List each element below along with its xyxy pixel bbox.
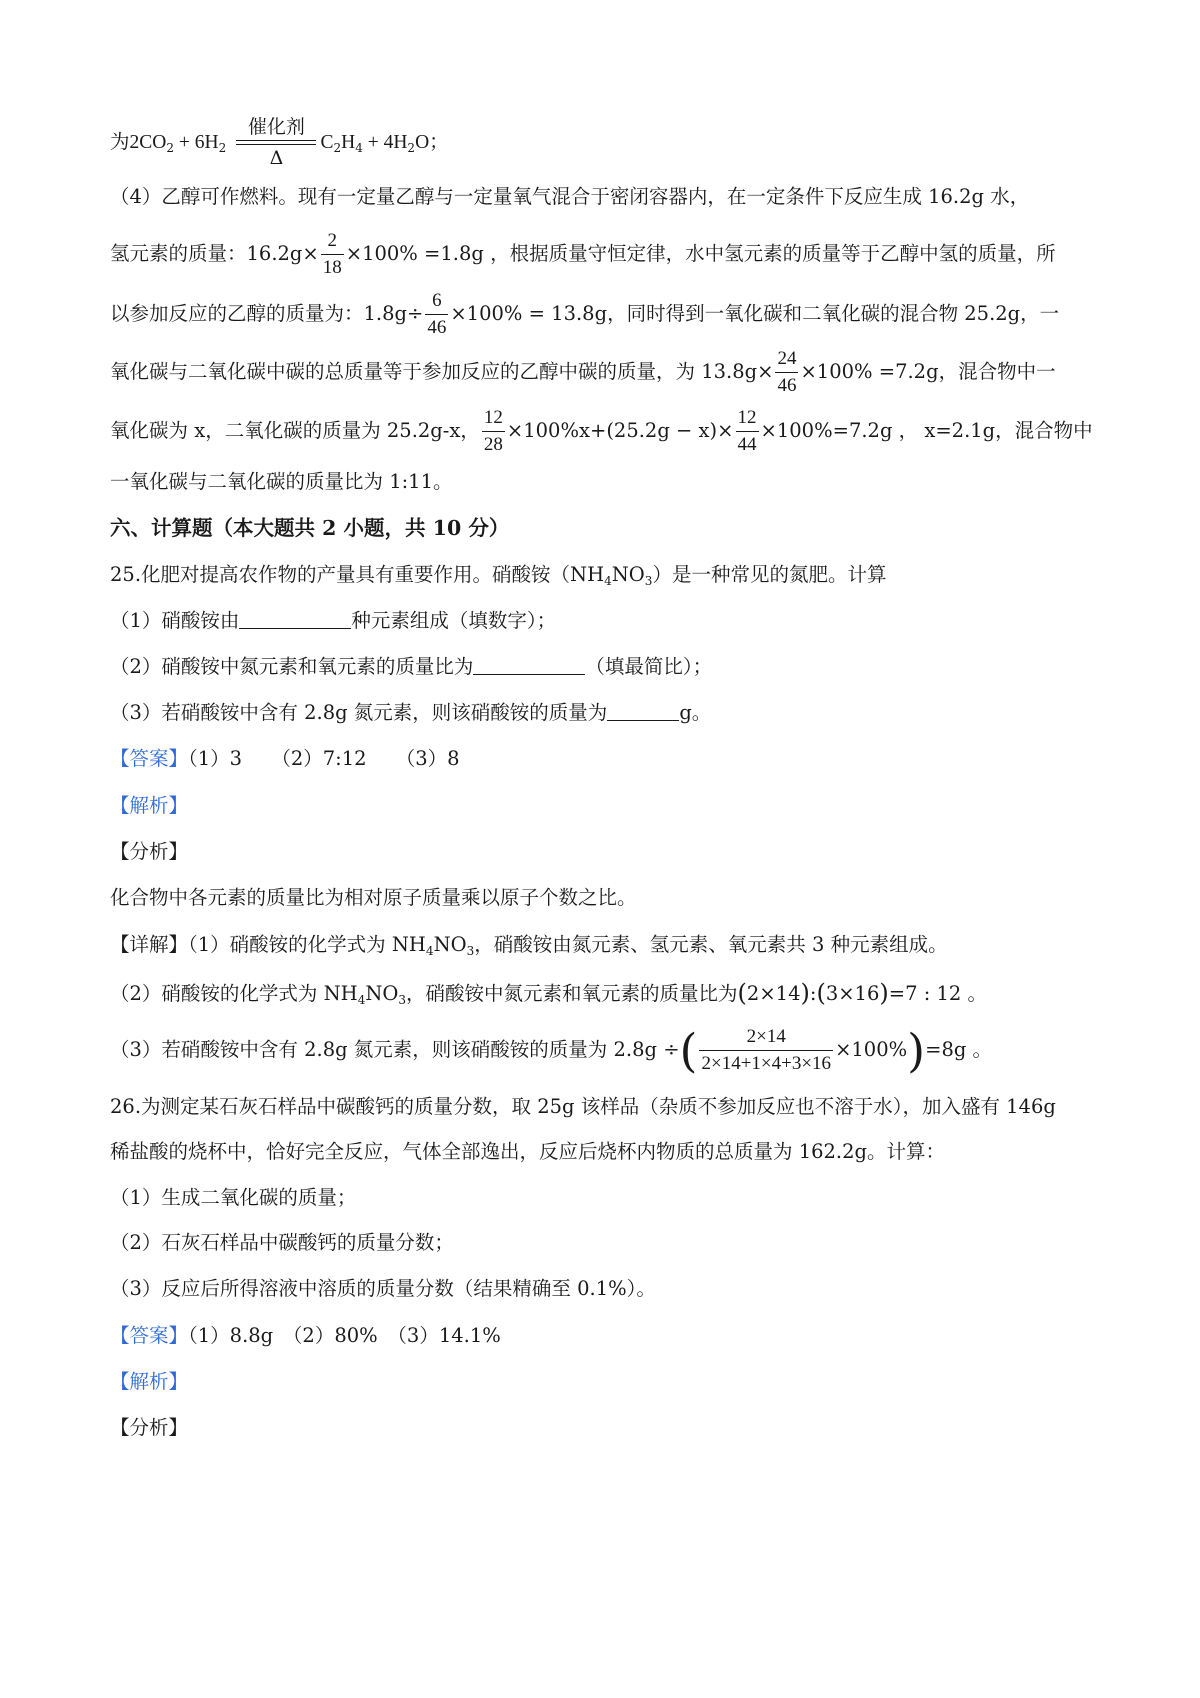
text: ×100% xyxy=(835,1038,908,1061)
q26-sub-2: （2）石灰石样品中碳酸钙的质量分数； xyxy=(110,1231,454,1254)
q26-stem-2: 稀盐酸的烧杯中，恰好完全反应，气体全部逸出，反应后烧杯内物质的总质量为 162.2g。计算： xyxy=(110,1140,946,1163)
left-big-paren: ( xyxy=(679,1023,698,1078)
p4-line-1: （4）乙醇可作燃料。现有一定量乙醇与一定量氧气混合于密闭容器内，在一定条件下反应生成 16.2g 水， xyxy=(110,185,1030,208)
denominator: 18 xyxy=(322,257,342,278)
subscript: 4 xyxy=(425,944,434,958)
text: =7 : 12 。 xyxy=(888,982,987,1005)
fraction xyxy=(482,405,505,458)
text: NO xyxy=(433,933,467,956)
text: : xyxy=(809,982,817,1005)
text: ，硝酸铵中氮元素和氧元素的质量比为 xyxy=(406,982,738,1005)
fraction xyxy=(699,1024,833,1077)
q25-sub-2 xyxy=(110,653,712,681)
answer-label: 【答案】 xyxy=(110,747,189,770)
text: ）是一种常见的氮肥。计算 xyxy=(652,563,887,586)
numerator: 12 xyxy=(736,405,759,432)
text: 25.化肥对提高农作物的产量具有重要作用。硝酸铵（NH xyxy=(110,563,605,586)
text: ×100%=7.2g ， x=2.1g，混合物中 xyxy=(760,419,1093,442)
equation-water-h: + 4H xyxy=(362,132,408,153)
q25-detail-1 xyxy=(110,931,948,959)
numerator: 2 xyxy=(321,228,344,255)
reaction-equation xyxy=(110,114,449,171)
equation-sub: 2 xyxy=(333,141,342,155)
q26-jiexi-label: 【解析】 xyxy=(110,1370,189,1393)
equation-o: O xyxy=(415,132,430,153)
answer-blank[interactable] xyxy=(607,700,679,721)
equation-tail: ； xyxy=(429,130,449,153)
text: ×100% =1.8g ，根据质量守恒定律，水中氢元素的质量等于乙醇中氢的质量，所 xyxy=(345,242,1056,265)
text: （2）硝酸铵的化学式为 NH xyxy=(110,982,358,1005)
text: =8g 。 xyxy=(925,1038,993,1061)
fraction xyxy=(425,288,448,341)
p4-line-5 xyxy=(110,405,1093,458)
text: 2×14 xyxy=(746,982,801,1005)
detail-label: 【详解】 xyxy=(110,933,189,956)
subscript: 3 xyxy=(644,574,653,588)
text: g。 xyxy=(679,701,712,724)
text: 以参加反应的乙醇的质量为：1.8g÷ xyxy=(110,302,424,325)
text: ×100%x+(25.2g − x)× xyxy=(506,419,734,442)
equation-c: C xyxy=(320,132,334,153)
equation-sub: 4 xyxy=(355,141,363,155)
denominator: 46 xyxy=(427,317,447,338)
answer-blank[interactable] xyxy=(239,608,351,629)
q25-fenxi-label: 【分析】 xyxy=(110,840,189,863)
denominator: 44 xyxy=(737,434,757,455)
heat-label: Δ xyxy=(269,147,284,169)
denominator: 28 xyxy=(483,434,503,455)
numerator: 2×14 xyxy=(699,1024,833,1051)
text: 3×16 xyxy=(825,982,880,1005)
q25-detail-3 xyxy=(110,1024,992,1077)
text: （填最简比）； xyxy=(585,655,713,678)
left-paren: ( xyxy=(737,979,747,1007)
left-paren: ( xyxy=(816,979,826,1007)
right-big-paren: ) xyxy=(907,1023,926,1078)
q25-jiexi-label: 【解析】 xyxy=(110,794,189,817)
text: NO xyxy=(365,982,399,1005)
equation-h2: + 6H xyxy=(174,132,219,153)
q25-stem xyxy=(110,561,886,589)
fraction xyxy=(321,228,344,281)
reaction-arrow xyxy=(236,114,316,171)
q25-analysis: 化合物中各元素的质量比为相对原子质量乘以原子个数之比。 xyxy=(110,886,637,909)
text: （2）硝酸铵中氮元素和氧元素的质量比为 xyxy=(110,655,474,678)
q25-detail-2 xyxy=(110,979,987,1008)
fraction xyxy=(775,346,798,399)
equation-sub: 2 xyxy=(166,141,174,155)
right-paren: ) xyxy=(879,979,889,1007)
text: 种元素组成（填数字）； xyxy=(351,609,557,632)
text: NO xyxy=(611,563,645,586)
q26-sub-1: （1）生成二氧化碳的质量； xyxy=(110,1186,357,1209)
p4-line-3 xyxy=(110,288,1059,341)
denominator: 46 xyxy=(777,375,797,396)
text: 氧化碳为 x，二氧化碳的质量为 25.2g-x， xyxy=(110,419,480,442)
subscript: 3 xyxy=(466,944,475,958)
text: ×100% = 13.8g，同时得到一氧化碳和二氧化碳的混合物 25.2g，一 xyxy=(450,302,1060,325)
q25-sub-1 xyxy=(110,607,556,635)
text: （1）硝酸铵的化学式为 NH xyxy=(188,933,426,956)
catalyst-label: 催化剂 xyxy=(247,116,305,138)
subscript: 3 xyxy=(398,993,407,1007)
text: （3）若硝酸铵中含有 2.8g 氮元素，则该硝酸铵的质量为 2.8g ÷ xyxy=(110,1038,680,1061)
q26-stem-1: 26.为测定某石灰石样品中碳酸钙的质量分数，取 25g 该样品（杂质不参加反应也不溶于水），加入盛有 146g xyxy=(110,1095,1056,1118)
text: ×100% =7.2g，混合物中一 xyxy=(800,360,1056,383)
answer-text: （1）8.8g （2）80% （3）14.1% xyxy=(188,1324,501,1347)
fraction xyxy=(736,405,759,458)
p4-line-2 xyxy=(110,228,1056,281)
numerator: 24 xyxy=(775,346,798,373)
equation-h: H xyxy=(341,132,356,153)
q26-sub-3: （3）反应后所得溶液中溶质的质量分数（结果精确至 0.1%）。 xyxy=(110,1277,656,1300)
equation-sub: 2 xyxy=(407,141,416,155)
p4-line-6: 一氧化碳与二氧化碳的质量比为 1:11。 xyxy=(110,470,453,493)
answer-text: （1）3 （2）7:12 （3）8 xyxy=(188,747,460,770)
q25-answer xyxy=(110,745,460,773)
answer-label: 【答案】 xyxy=(110,1324,189,1347)
q26-fenxi-label: 【分析】 xyxy=(110,1416,189,1439)
p4-line-4 xyxy=(110,346,1056,399)
q25-sub-3 xyxy=(110,699,711,727)
equation-sub: 2 xyxy=(218,141,227,155)
section-heading: 六、计算题（本大题共 2 小题，共 10 分） xyxy=(110,516,510,540)
numerator: 6 xyxy=(425,288,448,315)
text: ，硝酸铵由氮元素、氢元素、氧元素共 3 种元素组成。 xyxy=(474,933,948,956)
numerator: 12 xyxy=(482,405,505,432)
text: （1）硝酸铵由 xyxy=(110,609,240,632)
subscript: 4 xyxy=(604,574,612,588)
answer-blank[interactable] xyxy=(473,654,585,675)
subscript: 4 xyxy=(357,993,366,1007)
text: 氧化碳与二氧化碳中碳的总质量等于参加反应的乙醇中碳的质量，为 13.8g× xyxy=(110,360,774,383)
q26-answer xyxy=(110,1322,501,1350)
right-paren: ) xyxy=(800,979,810,1007)
equation-prefix: 为 xyxy=(110,130,130,153)
equation-co2: 2CO xyxy=(129,132,167,153)
text: （3）若硝酸铵中含有 2.8g 氮元素，则该硝酸铵的质量为 xyxy=(110,701,608,724)
denominator: 2×14+1×4+3×16 xyxy=(701,1053,832,1074)
text: 氢元素的质量：16.2g× xyxy=(110,242,319,265)
